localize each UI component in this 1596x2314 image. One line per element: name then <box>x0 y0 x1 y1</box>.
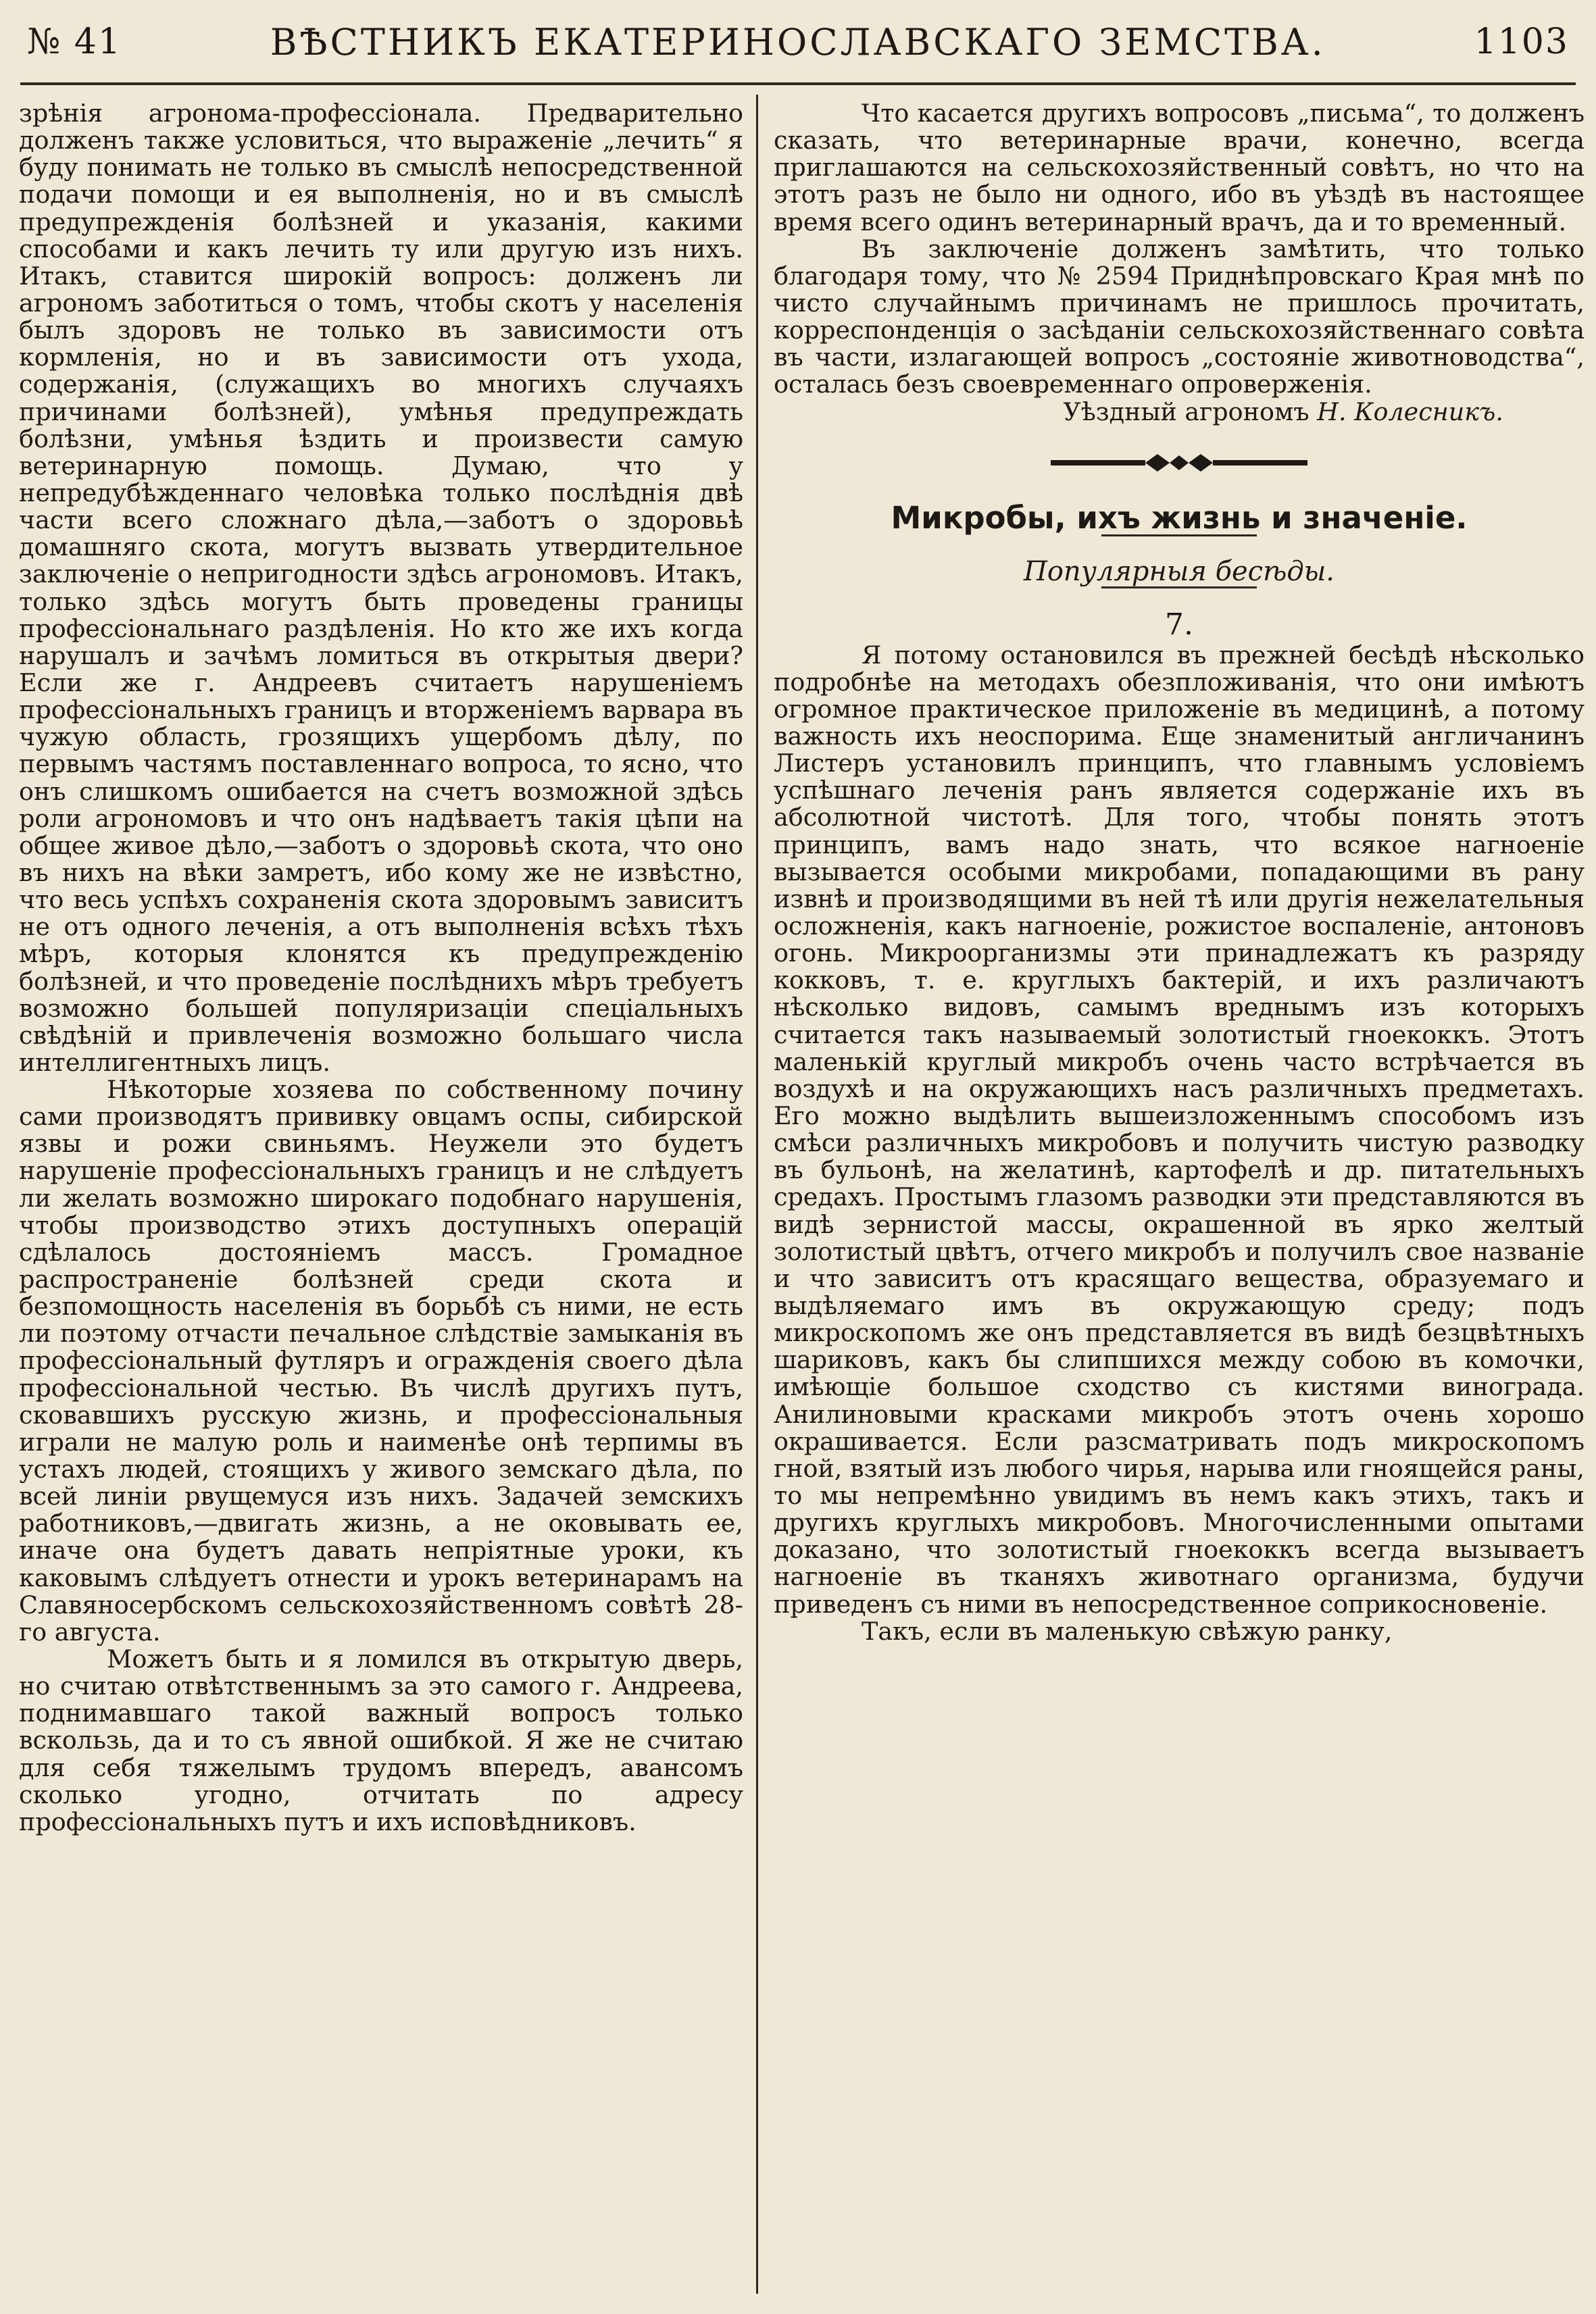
left-column <box>19 100 743 1836</box>
paragraph: Въ заключеніе долженъ замѣтить, что только благодаря тому, что № 2594 Приднѣпровскаго Края мнѣ по чисто случайнымъ причинамъ не пришлось прочитать, корреспонденція о засѣданіи сельскохозяйственнаго совѣта въ части, излагающей вопросъ „состояніе животноводства“, осталась безъ своевременнаго опроверженія. <box>774 234 1585 399</box>
signature-name: Н. Колесникъ. <box>1317 397 1503 426</box>
journal-title: ВѢСТНИКЪ ЕКАТЕРИНОСЛАВСКАГО ЗЕМСТВА. <box>270 20 1326 64</box>
article-title: Микробы, ихъ жизнь и значеніе. <box>891 499 1468 536</box>
header-rule <box>20 82 1576 85</box>
section-number: 7. <box>1165 607 1193 643</box>
paragraph: Я потому остановился въ прежней бесѣдѣ нѣсколько подробнѣе на методахъ обезпложиванія, что они имѣютъ огромное практическое приложеніе въ медицинѣ, а потому важность ихъ неоспорима. Еще знаменитый англичанинъ Листеръ установилъ принципъ, что главнымъ условіемъ успѣшнаго леченія ранъ является содержаніе ихъ въ абсолютной чистотѣ. Для того, чтобы понять этотъ принципъ, вамъ надо знать, что всякое нагноеніе вызывается особыми микробами, попадающими въ рану извнѣ и производящими въ ней тѣ или другія нежелательныя осложненія, какъ нагноеніе, рожистое воспаленіе, антоновъ огонь. Микроорганизмы эти принадлежатъ къ разряду кокковъ, т. е. круглыхъ бактерій, и ихъ различаютъ нѣсколько видовъ, самымъ вреднымъ изъ которыхъ считается такъ называемый золотистый гноекоккъ. Этотъ маленькій круглый микробъ очень часто встрѣчается въ воздухѣ и на окружающихъ насъ различныхъ предметахъ. Его можно выдѣлить вышеизложеннымъ способомъ изъ смѣси различныхъ микробовъ и получить чистую разводку въ бульонѣ, на желатинѣ, картофелѣ и др. питательныхъ средахъ. Простымъ глазомъ разводки эти представляются въ видѣ зернистой массы, окрашенной въ ярко желтый золотистый цвѣтъ, отчего микробъ и получилъ свое названіе и что зависитъ отъ красящаго вещества, образуемаго и выдѣляемаго имъ въ окружающую среду; подъ микроскопомъ же онъ представляется въ видѣ безцвѣтныхъ шариковъ, какъ бы слипшихся между собою въ комочки, имѣющіе большое сходство съ кистями винограда. Анилиновыми красками микробъ этотъ очень хорошо окрашивается. Если разсматривать подъ микроскопомъ гной, взятый изъ любого чирья, нарыва или гноящейся раны, то мы непремѣнно увидимъ въ немъ какъ этихъ, такъ и другихъ круглыхъ микробовъ. Многочисленными опытами доказано, что золотистый гноекоккъ всегда вызываетъ нагноеніе въ тканяхъ животнаго организма, будучи приведенъ съ ними въ непосредственное соприкосновеніе. <box>774 640 1585 1619</box>
signature <box>774 399 1585 426</box>
right-column <box>774 100 1585 1645</box>
paragraph: зрѣнія агронома-профессіонала. Предварительно долженъ также условиться, что выраженіе „лечить“ я буду понимать не только въ смыслѣ непосредственной подачи помощи и ея выполненія, но и въ смыслѣ предупрежденія болѣзней и указанія, какими способами и какъ лечить ту или другую изъ нихъ. Итакъ, ставится широкій вопросъ: долженъ ли агрономъ заботиться о томъ, чтобы скотъ у населенія былъ здоровъ не только въ зависимости отъ кормленія, но и въ зависимости отъ ухода, содержанія, (служащихъ во многихъ случаяхъ причинами болѣзней), умѣнья предупреждать болѣзни, умѣнья ѣздить и произвести самую ветеринарную помощь. Думаю, что у непредубѣжденнаго человѣка только послѣднія двѣ части всего сложнаго дѣла,—заботъ о здоровьѣ домашняго скота, могутъ вызвать утвердительное заключеніе о непригодности здѣсь агрономовъ. Итакъ, только здѣсь могутъ быть проведены границы профессіональнаго раздѣленія. Но кто же ихъ когда нарушалъ и зачѣмъ ломиться въ открытыя двери? Если же г. Андреевъ считаетъ нарушеніемъ профессіональныхъ границъ и вторженіемъ варвара въ чужую область, грозящихъ ущербомъ дѣлу, по первымъ частямъ поставленнаго вопроса, то ясно, что онъ слишкомъ ошибается на счетъ возможной здѣсь роли агрономовъ и что онъ надѣваетъ такія цѣпи на общее живое дѣло,—заботъ о здоровьѣ скота, что оно въ нихъ на вѣки замретъ, ибо кому же не извѣстно, что весь успѣхъ сохраненія скота здоровымъ зависитъ не отъ одного леченія, а отъ выполненія всѣхъ тѣхъ мѣръ, которыя клонятся къ предупрежденію болѣзней, и что проведеніе послѣднихъ мѣръ требуетъ возможно большей популяризаціи спеціальныхъ свѣдѣній и привлеченія возможно большаго числа интеллигентныхъ лицъ. <box>19 99 743 1077</box>
paragraph: Что касается другихъ вопросовъ „письма“, то долженъ сказать, что ветеринарные врачи, конечно, всегда приглашаются на сельскохозяйственный совѣтъ, но что на этотъ разъ не было ни одного, ибо въ уѣздѣ въ настоящее время всего одинъ ветеринарный врачъ, да и то временный. <box>774 99 1585 236</box>
ornament-divider <box>1051 451 1307 474</box>
signature-role: Уѣздный агрономъ <box>1063 397 1310 426</box>
paragraph: Нѣкоторые хозяева по собственному почину сами производятъ прививку овцамъ оспы, сибирской язвы и рожи свиньямъ. Неужели это будетъ нарушеніе профессіональныхъ границъ и не слѣдуетъ ли желать возможно широкаго подобнаго нарушенія, чтобы производство этихъ доступныхъ операцій сдѣлалось достояніемъ массъ. Громадное распространеніе болѣзней среди скота и безпомощность населенія въ борьбѣ съ ними, не есть ли поэтому отчасти печальное слѣдствіе замыканія въ профессіональный футляръ и огражденія своего дѣла профессіональной честью. Въ числѣ другихъ путъ, сковавшихъ русскую жизнь, и профессіональныя играли не малую роль и наименѣе онѣ терпимы въ устахъ людей, стоящихъ у живого земскаго дѣла, по всей линіи рвущемуся изъ нихъ. Задачей земскихъ работниковъ,—двигать жизнь, а не оковывать ее, иначе она будетъ давать непріятные уроки, къ каковымъ слѣдуетъ отнести и урокъ ветеринарамъ на Славяносербскомъ сельскохозяйственномъ совѣтѣ 28-го августа. <box>19 1075 743 1646</box>
issue-number: № 41 <box>27 22 122 62</box>
paragraph: Такъ, если въ маленькую свѣжую ранку, <box>862 1616 1393 1646</box>
running-head <box>27 8 1569 76</box>
article-subtitle: Популярныя бесѣды. <box>1023 556 1335 588</box>
paragraph: Можетъ быть и я ломился въ открытую дверь, но считаю отвѣтственнымъ за это самого г. Андреева, поднимавшаго такой важный вопросъ только вскользь, да и то съ явной ошибкой. Я же не считаю для себя тяжелымъ трудомъ впередъ, авансомъ сколько угодно, отчитать по адресу профессіональныхъ путъ и ихъ исповѣдниковъ. <box>19 1644 743 1836</box>
column-divider <box>756 95 758 2294</box>
page-number: 1103 <box>1474 22 1569 62</box>
